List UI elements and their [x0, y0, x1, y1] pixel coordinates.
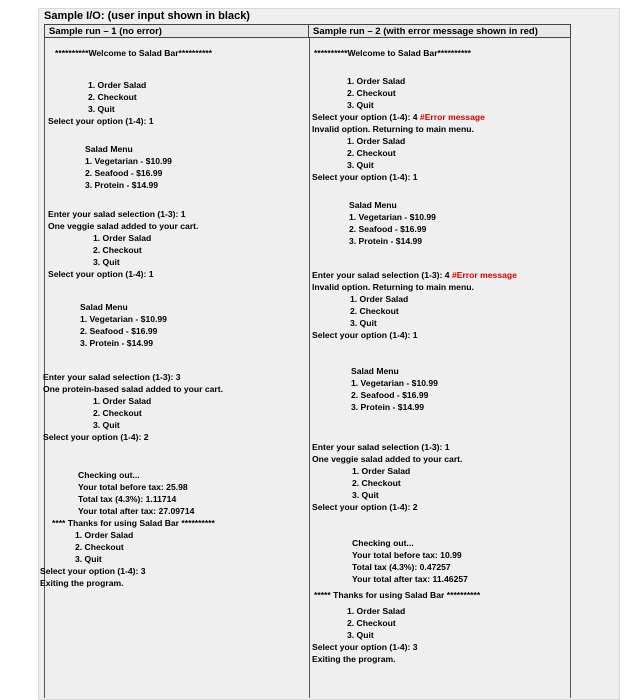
checkout-line: Total tax (4.3%): 1.11714: [78, 494, 177, 504]
menu-item: 3. Quit: [352, 490, 379, 500]
salad-item: 2. Seafood - $16.99: [349, 224, 427, 234]
column-1: [44, 38, 310, 698]
option-prompt: Select your option (1-4): 1: [312, 330, 418, 340]
checkout-line: Your total after tax: 27.09714: [78, 506, 195, 516]
prompt-text: Select your option (1-4): 4: [312, 112, 420, 122]
menu-item: 3. Quit: [347, 100, 374, 110]
salad-item: 1. Vegetarian - $10.99: [351, 378, 438, 388]
option-prompt: Select your option (1-4): 2: [312, 502, 418, 512]
salad-item: 3. Protein - $14.99: [80, 338, 154, 348]
menu-item: 1. Order Salad: [347, 136, 406, 146]
cart-message: One protein-based salad added to your cart.: [43, 384, 224, 394]
option-prompt: Select your option (1-4): 1: [312, 172, 418, 182]
option-prompt: Select your option (1-4): 1: [48, 269, 154, 279]
menu-item: 2. Checkout: [75, 542, 124, 552]
menu-item: 1. Order Salad: [352, 466, 411, 476]
salad-item: 2. Seafood - $16.99: [80, 326, 158, 336]
menu-item: 2. Checkout: [93, 408, 142, 418]
salad-menu-title: Salad Menu: [85, 144, 133, 154]
salad-selection: Enter your salad selection (1-3): 3: [43, 372, 181, 382]
selection-text: Enter your salad selection (1-3): 4: [312, 270, 452, 280]
menu-item: 2. Checkout: [347, 148, 396, 158]
checkout-line: Your total before tax: 25.98: [78, 482, 188, 492]
menu-item: 3. Quit: [75, 554, 102, 564]
menu-item: 1. Order Salad: [75, 530, 134, 540]
salad-item: 3. Protein - $14.99: [85, 180, 159, 190]
salad-selection: [312, 270, 517, 281]
menu-item: 3. Quit: [347, 160, 374, 170]
menu-item: 1. Order Salad: [88, 80, 147, 90]
salad-item: 2. Seafood - $16.99: [85, 168, 163, 178]
menu-item: 1. Order Salad: [347, 606, 406, 616]
cart-message: One veggie salad added to your cart.: [312, 454, 463, 464]
menu-item: 1. Order Salad: [93, 233, 152, 243]
option-prompt: Select your option (1-4): 3: [312, 642, 418, 652]
menu-item: 3. Quit: [350, 318, 377, 328]
checkout-line: Checking out...: [78, 470, 140, 480]
invalid-message: Invalid option. Returning to main menu.: [312, 282, 474, 292]
exit-message: Exiting the program.: [40, 578, 124, 588]
menu-item: 2. Checkout: [352, 478, 401, 488]
thanks-banner: **** Thanks for using Salad Bar **********: [52, 518, 215, 528]
menu-item: 1. Order Salad: [93, 396, 152, 406]
menu-item: 3. Quit: [93, 420, 120, 430]
option-prompt: [312, 112, 485, 123]
salad-item: 3. Protein - $14.99: [351, 402, 425, 412]
menu-item: 1. Order Salad: [347, 76, 406, 86]
menu-item: 3. Quit: [347, 630, 374, 640]
cart-message: One veggie salad added to your cart.: [48, 221, 199, 231]
checkout-line: Your total before tax: 10.99: [352, 550, 462, 560]
salad-item: 1. Vegetarian - $10.99: [349, 212, 436, 222]
menu-item: 2. Checkout: [88, 92, 137, 102]
menu-item: 2. Checkout: [350, 306, 399, 316]
column-2-header: Sample run – 2 (with error message shown in red): [308, 24, 571, 38]
error-message: #Error message: [451, 270, 517, 280]
salad-item: 2. Seafood - $16.99: [351, 390, 429, 400]
menu-item: 2. Checkout: [93, 245, 142, 255]
invalid-message: Invalid option. Returning to main menu.: [312, 124, 474, 134]
menu-item: 1. Order Salad: [350, 294, 409, 304]
salad-item: 1. Vegetarian - $10.99: [80, 314, 167, 324]
salad-menu-title: Salad Menu: [349, 200, 397, 210]
thanks-banner: ***** Thanks for using Salad Bar **********: [314, 590, 481, 600]
salad-item: 1. Vegetarian - $10.99: [85, 156, 172, 166]
error-message: #Error message: [419, 112, 485, 122]
welcome-banner: **********Welcome to Salad Bar**********: [55, 48, 212, 58]
salad-selection: Enter your salad selection (1-3): 1: [48, 209, 186, 219]
salad-menu-title: Salad Menu: [80, 302, 128, 312]
page-title: Sample I/O: (user input shown in black): [44, 10, 250, 22]
menu-item: 3. Quit: [88, 104, 115, 114]
checkout-line: Checking out...: [352, 538, 414, 548]
menu-item: 2. Checkout: [347, 88, 396, 98]
column-1-header: Sample run – 1 (no error): [44, 24, 309, 38]
option-prompt: Select your option (1-4): 3: [40, 566, 146, 576]
salad-item: 3. Protein - $14.99: [349, 236, 423, 246]
exit-message: Exiting the program.: [312, 654, 396, 664]
salad-selection: Enter your salad selection (1-3): 1: [312, 442, 450, 452]
option-prompt: Select your option (1-4): 2: [43, 432, 149, 442]
option-prompt: Select your option (1-4): 1: [48, 116, 154, 126]
welcome-banner: **********Welcome to Salad Bar**********: [314, 48, 471, 58]
checkout-line: Your total after tax: 11.46257: [352, 574, 468, 584]
menu-item: 3. Quit: [93, 257, 120, 267]
salad-menu-title: Salad Menu: [351, 366, 399, 376]
checkout-line: Total tax (4.3%): 0.47257: [352, 562, 451, 572]
menu-item: 2. Checkout: [347, 618, 396, 628]
